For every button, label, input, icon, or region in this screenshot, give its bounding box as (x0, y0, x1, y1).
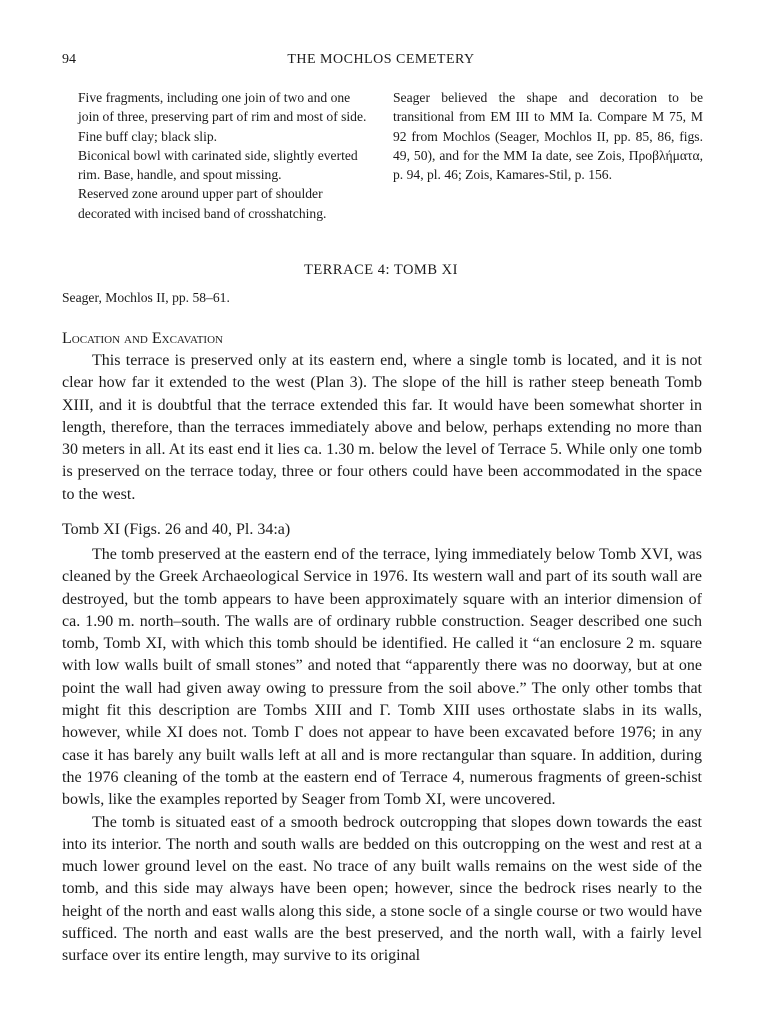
tomb-paragraph-1: The tomb preserved at the eastern end of the terrace, lying immediately below Tomb XVI, was cleaned by the Greek Archaeological Service in 1976. Its western wall and part of its south wall are destroyed, but the tomb appears to have been approximately square with an interior dimension of ca. 1.90 m. north–south. The walls are of ordinary rubble construction. Seager described one such tomb, Tomb XI, with which this tomb should be identified. He called it “an enclosure 2 m. square with low walls built of small stones” and noted that “apparently there was no doorway, but at one point the wall had given away owing to pressure from the soil above.” The only other tombs that might fit this description are Tombs XIII and Γ. Tomb XIII uses orthostate slabs in its walls, however, while XI does not. Tomb Γ does not appear to have been excavated before 1976; in any case it has barely any built walls left at all and is more rectangular than square. In addition, during the 1976 cleaning of the tomb at the eastern end of Terrace 4, numerous fragments of green-schist bowls, like the examples reported by Seager from Tomb XI, were uncovered. (62, 546, 702, 809)
catalog-commentary-text: Seager believed the shape and decoration to be transitional from EM III to MM Ia. Compare M 75, M 92 from Mochlos (Seager, Mochlos II, pp. 85, 86, figs. 49, 50), and for the MM Ia date, see Zois, Προβλήματα, p. 94, pl. 46; Zois, Kamares-Stil, p. 156. (393, 90, 703, 183)
section-reference: Seager, Mochlos II, pp. 58–61. (62, 290, 230, 305)
catalog-description (78, 88, 373, 223)
catalog-decoration: Reserved zone around upper part of shoulder decorated with incised band of crosshatching. (78, 186, 327, 221)
catalog-fabric: Fine buff clay; black slip. (78, 128, 218, 144)
tomb-body (62, 544, 702, 968)
section-title: TERRACE 4: TOMB XI (304, 262, 458, 278)
catalog-shape: Biconical bowl with carinated side, slightly everted rim. Base, handle, and spout missing. (78, 147, 358, 183)
location-body (62, 350, 702, 506)
catalog-entry (78, 88, 703, 223)
location-heading-text: Location and Excavation (62, 330, 223, 347)
location-paragraph: This terrace is preserved only at its eastern end, where a single tomb is located, and it is not clear how far it extended to the west (Plan 3). The slope of the hill is rather steep beneath Tomb XIII, and it is doubtful that the terrace extended this far. It would have been somewhat shorter in length, therefore, than the terraces immediately above and below, perhaps extending no more than 30 meters in all. At its east end it lies ca. 1.30 m. below the level of Terrace 5. While only one tomb is preserved on the terrace today, three or four others could have been accommodated in the space to the west. (62, 352, 702, 503)
running-head: THE MOCHLOS CEMETERY (287, 52, 475, 67)
catalog-preservation: Five fragments, including one join of two and one join of three, preserving part of rim and most of side. (78, 90, 367, 125)
catalog-commentary (393, 88, 703, 223)
page-number: 94 (62, 52, 76, 67)
tomb-paragraph-2: The tomb is situated east of a smooth bedrock outcropping that slopes down towards the east into its interior. The north and south walls are bedded on this outcropping on the west and rest at a much lower ground level on the east. No trace of any built walls remains on the west side of the tomb, and this side may always have been open; however, since the bedrock rises nearly to the height of the north and east walls along this side, a stone socle of a single course or two would have sufficed. The north and east walls are the best preserved, and the north wall, with a fairly level surface over its entire length, may survive to its original (62, 813, 702, 965)
location-heading (62, 330, 223, 348)
tomb-heading: Tomb XI (Figs. 26 and 40, Pl. 34:a) (62, 521, 291, 538)
